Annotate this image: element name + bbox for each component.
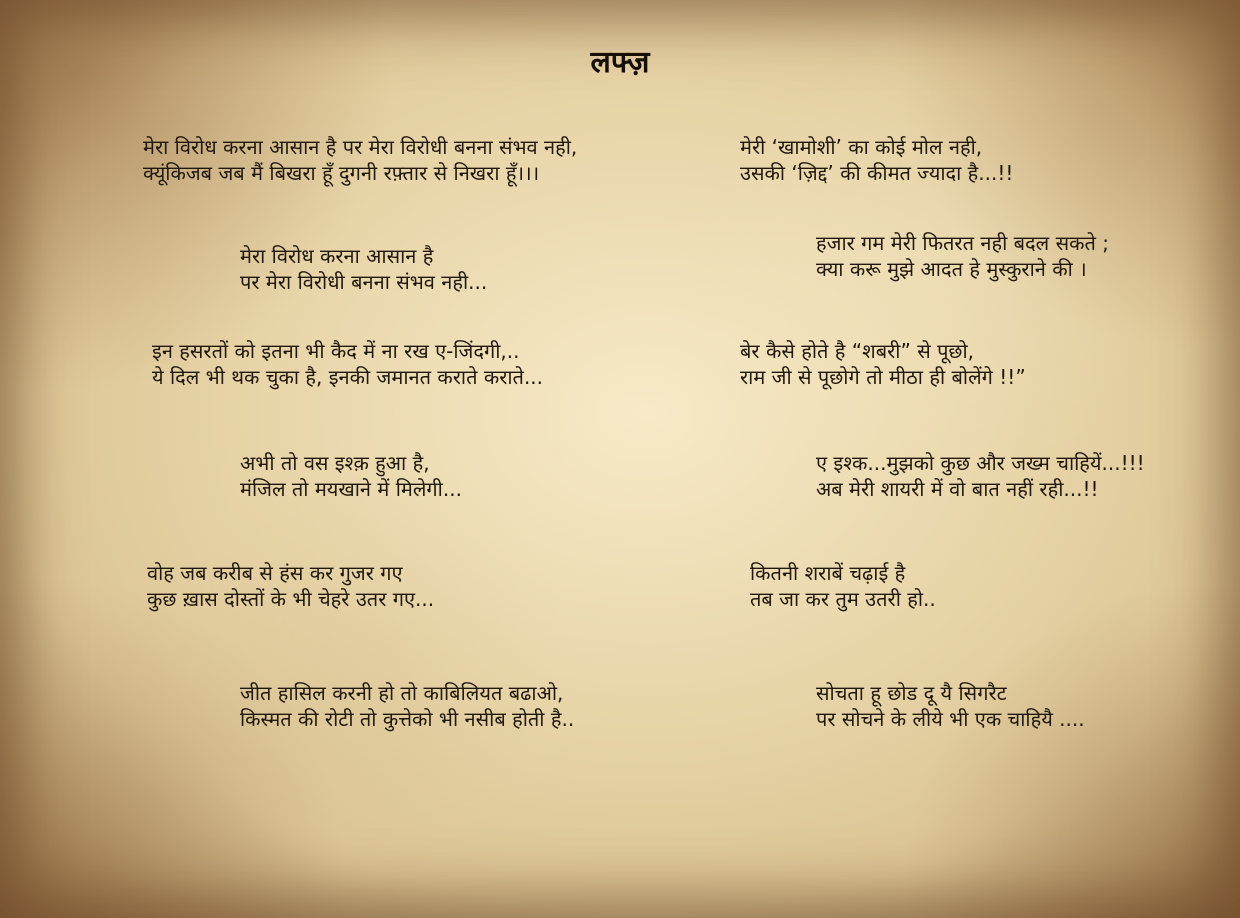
quote-3 <box>240 243 487 295</box>
quote-line: तब जा कर तुम उतरी हो.. <box>750 587 936 611</box>
quote-line: कितनी शराबें चढ़ाई है <box>750 561 906 585</box>
quote-line: हजार गम मेरी फितरत नही बदल सकते ; <box>816 231 1109 255</box>
page-title: लफ्ज़ <box>590 45 650 80</box>
quote-line: मंजिल तो मयखाने में मिलेगी... <box>240 477 462 501</box>
quote-line: क्यूंकिजब जब मैं बिखरा हूँ दुगनी रफ़्तार से निखरा हूँ।।। <box>143 161 540 185</box>
quote-line: किस्मत की रोटी तो कुत्तेको भी नसीब होती है.. <box>240 707 575 731</box>
quote-11 <box>240 680 574 732</box>
quote-line: मेरा विरोध करना आसान है पर मेरा विरोधी बनना संभव नही, <box>143 135 578 159</box>
quote-line: उसकी ‘ज़िद्द’ की कीमत ज्यादा है...!! <box>740 161 1014 185</box>
quote-line: जीत हासिल करनी हो तो काबिलियत बढाओ, <box>240 681 564 705</box>
quote-line: कुछ ख़ास दोस्तों के भी चेहरे उतर गए... <box>147 587 435 611</box>
quote-line: वोह जब करीब से हंस कर गुजर गए <box>147 561 403 585</box>
quote-line: क्या करू मुझे आदत हे मुस्कुराने की । <box>816 257 1087 281</box>
quote-line: राम जी से पूछोगे तो मीठा ही बोलेंगे !!” <box>740 365 1026 389</box>
quote-10 <box>750 560 936 612</box>
quote-line: मेरी ‘खामोशी’ का कोई मोल नही, <box>740 135 983 159</box>
quote-7 <box>240 450 462 502</box>
quote-line: अभी तो वस इश्क़ हुआ है, <box>240 451 430 475</box>
quote-line: मेरा विरोध करना आसान है <box>240 244 434 268</box>
quote-8 <box>816 450 1145 502</box>
quote-2 <box>740 134 1013 186</box>
quote-line: सोचता हू छोड दू यै सिगरैट <box>816 681 1007 705</box>
quote-1 <box>143 134 577 186</box>
quote-line: बेर कैसे होते है “शबरी” से पूछो, <box>740 339 974 363</box>
quote-line: पर मेरा विरोधी बनना संभव नही... <box>240 270 488 294</box>
quote-12 <box>816 680 1085 732</box>
quote-line: पर सोचने के लीये भी एक चाहियै .... <box>816 707 1085 731</box>
quote-5 <box>152 338 543 390</box>
quote-line: ए इश्क...मुझको कुछ और जख्म चाहियें...!!! <box>816 451 1145 475</box>
quote-line: अब मेरी शायरी में वो बात नहीं रही...!! <box>816 477 1099 501</box>
quote-line: इन हसरतों को इतना भी कैद में ना रख ए-जिंदगी,.. <box>152 339 520 363</box>
quote-9 <box>147 560 434 612</box>
quote-4 <box>816 230 1109 282</box>
quote-6 <box>740 338 1026 390</box>
quote-line: ये दिल भी थक चुका है, इनकी जमानत कराते कराते... <box>152 365 544 389</box>
